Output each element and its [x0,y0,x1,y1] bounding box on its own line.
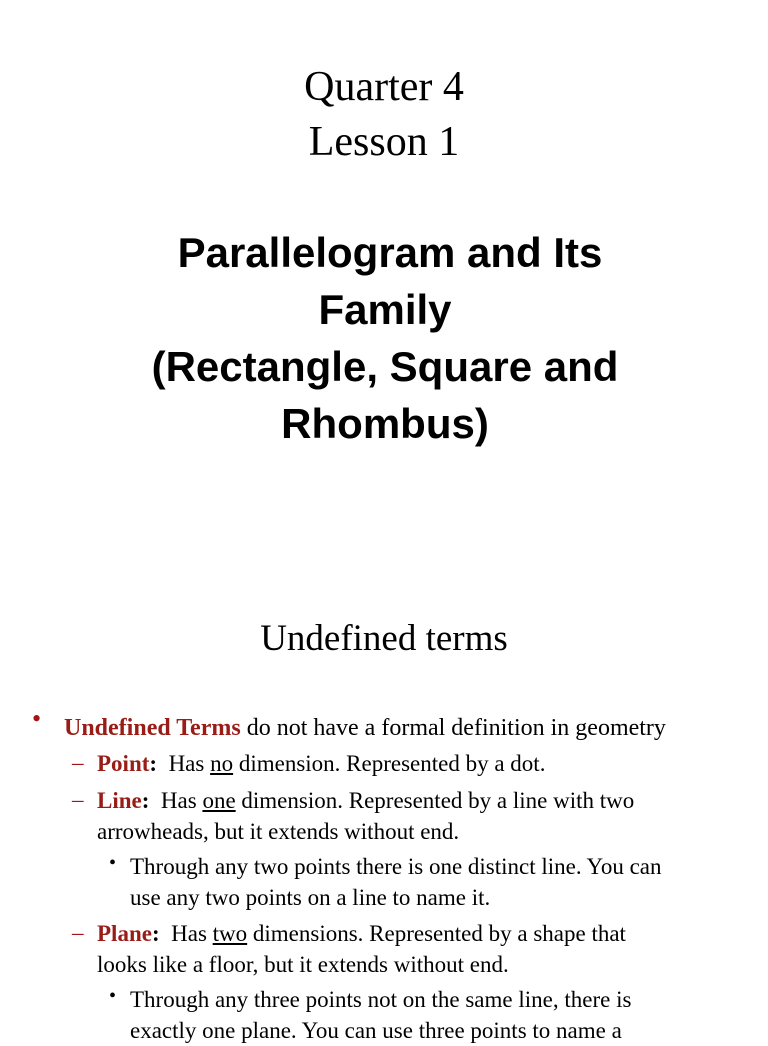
underlined-word: no [210,751,234,776]
item-text: do not have a formal definition in geometry [240,715,666,741]
term-colon: : [149,751,158,776]
term-label: Plane [97,921,152,946]
lesson-title-line: Family [318,286,452,333]
sub-item-plane-rule: Through any three points not on the same line, there is [130,987,632,1012]
sub-item-plane-rule-continuation: exactly one plane. You can use three points to name a [130,1018,622,1043]
list-item-undefined-terms [64,712,666,744]
item-text: dimensions. Represented by a shape that [247,921,626,946]
lesson-title [40,224,730,452]
item-text: Has [157,751,211,776]
underlined-word: two [212,921,248,946]
item-text: dimension. Represented by a line with two [235,788,635,813]
small-dot-icon: • [109,852,117,874]
lesson-title-line: Rhombus) [281,400,489,447]
term-colon: : [141,788,150,813]
lesson-title-line: Parallelogram and Its [177,229,603,276]
underlined-word: one [202,788,236,813]
term-label: Undefined Terms [64,715,241,741]
term-colon: : [151,921,160,946]
item-text: dimension. Represented by a dot. [233,751,546,776]
quarter-label: Quarter 4 [304,64,464,110]
lesson-label: Lesson 1 [308,119,460,165]
lesson-title-line: (Rectangle, Square and [151,343,619,390]
bullet-dot-icon: • [32,704,42,733]
list-item-plane-continuation: looks like a floor, but it extends without end. [97,952,509,977]
dash-icon: – [72,920,84,945]
dash-icon: – [72,750,84,775]
dash-icon: – [72,787,84,812]
section-heading: Undefined terms [260,618,508,659]
item-text: Has [149,788,203,813]
term-label: Point [97,751,150,776]
list-item-plane [97,918,626,949]
small-dot-icon: • [109,985,117,1007]
sub-item-line-rule: Through any two points there is one distinct line. You can [130,854,662,879]
list-item-point [97,748,545,779]
list-item-line-continuation: arrowheads, but it extends without end. [97,819,460,844]
list-item-line [97,785,634,816]
term-label: Line [97,788,142,813]
sub-item-line-rule-continuation: use any two points on a line to name it. [130,885,491,910]
item-text: Has [159,921,213,946]
